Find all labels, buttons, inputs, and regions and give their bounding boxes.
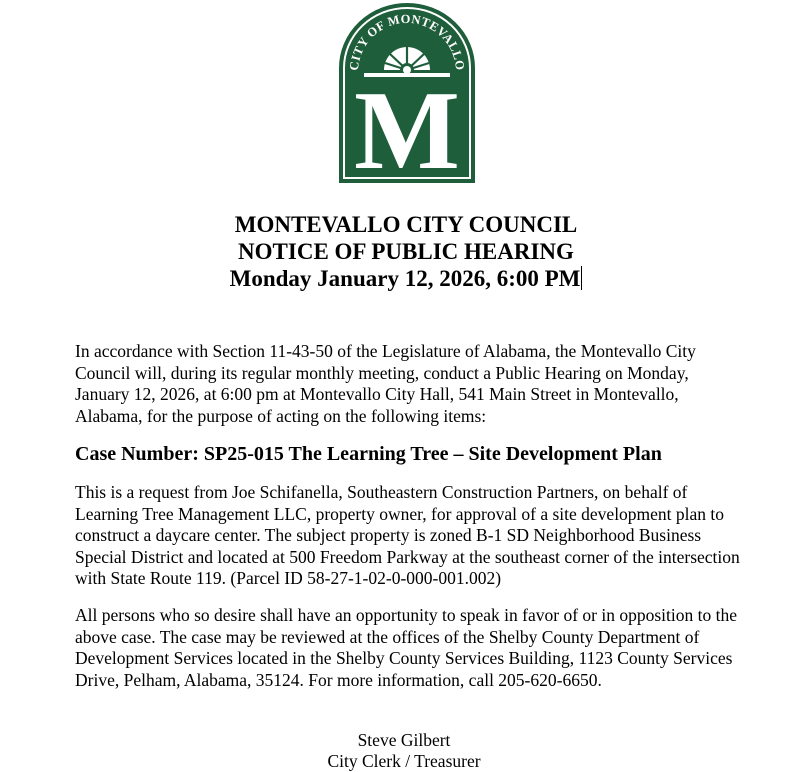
signature-title: City Clerk / Treasurer xyxy=(327,751,481,771)
notice-date-text: Monday January 12, 2026, 6:00 PM xyxy=(229,266,581,291)
signature-name: Steve Gilbert xyxy=(357,730,451,750)
intro-paragraph: In accordance with Section 11-43-50 of the Legislature of Alabama, the Montevallo City Council will, during its regular monthly meeting, conduct a Public Hearing on Monday, January 12, 2026, at 6:00 pm at Montevallo City Hall, 541 Main Street in Montevallo, Alabama, for the purpose of acting on the following items: xyxy=(75,341,696,426)
notice-title-council: MONTEVALLO CITY COUNCIL xyxy=(234,212,578,237)
seal-letter-m: M xyxy=(354,69,460,184)
notice-title-date xyxy=(0,265,812,292)
seal-arc-text: CITY OF MONTEVALLO xyxy=(346,11,468,72)
notice-title-hearing: NOTICE OF PUBLIC HEARING xyxy=(238,239,574,264)
case-number-heading: Case Number: SP25-015 The Learning Tree – Site Development Plan xyxy=(75,443,662,465)
opportunity-paragraph: All persons who so desire shall have an opportunity to speak in favor of or in opposition to the above case. The case may be reviewed at the offices of the Shelby County Department of Development Services located in the Shelby County Services Building, 1123 County Services Drive, Pelham, Alabama, 35124. For more information, call 205-620-6650. xyxy=(75,605,737,690)
city-seal-logo xyxy=(338,2,476,184)
request-paragraph: This is a request from Joe Schifanella, Southeastern Construction Partners, on behalf of Learning Tree Management LLC, property owner, for approval of a site development plan to construct a daycare center. The subject property is zoned B-1 SD Neighborhood Business Special District and located at 500 Freedom Parkway at the southeast corner of the intersection with State Route 119. (Parcel ID 58-27-1-02-0-000-001.002) xyxy=(75,482,740,589)
text-cursor xyxy=(581,266,582,290)
